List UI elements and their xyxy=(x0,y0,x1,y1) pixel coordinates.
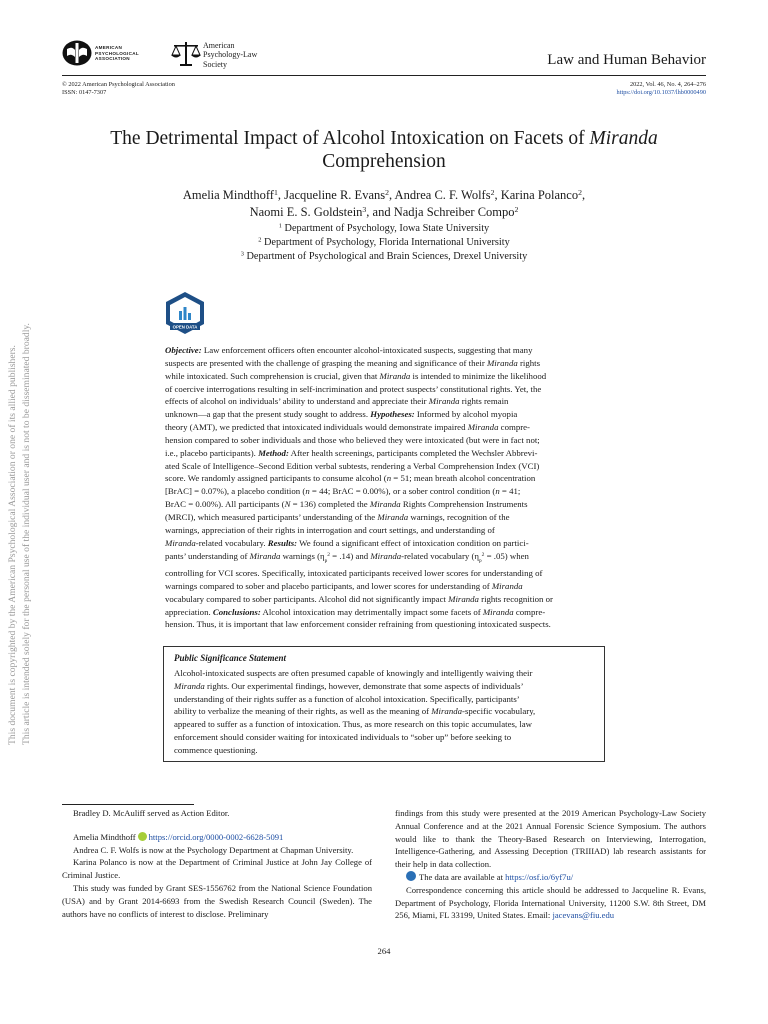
abstract-line: (MRCI), which measured participants’ understanding of the Miranda warnings, recognition of the xyxy=(165,511,510,522)
orcid-author: Amelia Mindthoff xyxy=(73,831,136,842)
abstract-line: while intoxicated. Such comprehension is crucial, given that Miranda is intended to minimize the likelihood xyxy=(165,370,547,381)
affiliation xyxy=(62,222,706,236)
significance-title: Public Significance Statement xyxy=(174,653,286,663)
correspondence-note xyxy=(395,884,706,922)
affiliation-text: Department of Psychological and Brain Sciences, Drexel University xyxy=(246,251,528,262)
affiliation-text: Department of Psychology, Iowa State University xyxy=(284,223,490,234)
watermark-line: This article is intended solely for the personal use of the individual user and is not to be disseminated broadly. xyxy=(21,323,32,745)
orcid-icon xyxy=(138,832,147,841)
title-main: The Detrimental Impact of Alcohol Intoxication on Facets of xyxy=(110,128,590,149)
apa-logo-line: PSYCHOLOGICAL xyxy=(95,50,139,56)
apls-logo-line: Society xyxy=(203,59,227,69)
watermark-line: This document is copyrighted by the American Psychological Association or one of its allied publishers. xyxy=(7,345,18,745)
apls-logo xyxy=(170,40,280,70)
doi-link[interactable]: https://doi.org/10.1037/lhb0000490 xyxy=(616,88,706,96)
issn: ISSN: 0147-7307 xyxy=(62,88,107,96)
author-list xyxy=(62,187,706,221)
volume-info: 2022, Vol. 46, No. 4, 264–276 xyxy=(629,81,706,88)
abstract-heading: Hypotheses: xyxy=(370,409,415,420)
author-sup: 1 xyxy=(273,187,278,197)
author-name: Amelia Mindthoff xyxy=(182,188,274,202)
author-sup: 3 xyxy=(362,204,367,214)
footnotes-left xyxy=(62,807,372,920)
copyright: © 2022 American Psychological Association xyxy=(62,81,175,88)
data-availability-note xyxy=(395,871,706,884)
orcid-note xyxy=(62,831,372,844)
footnotes-right xyxy=(395,807,706,922)
affiliation-list xyxy=(62,222,706,264)
email-link[interactable]: jacevans@fiu.edu xyxy=(552,910,615,921)
title-italic: Miranda xyxy=(589,128,658,149)
abstract-line: hension. Thus, it is important that law enforcement consider refraining from questioning intoxicated suspects. xyxy=(165,619,551,630)
author-line-2 xyxy=(62,204,706,221)
open-data-badge[interactable] xyxy=(164,291,206,335)
author-name: Naomi E. S. Goldstein xyxy=(249,205,363,219)
abstract-line: controlling for VCI scores. Specifically, intoxicated participants received lower scores for understanding of xyxy=(165,568,543,579)
abstract-heading: Results: xyxy=(267,537,298,548)
author-name: Karina Polanco xyxy=(500,188,579,202)
abstract-line: Objective: Law enforcement officers often encounter alcohol-intoxicated suspects, suggesting that many xyxy=(165,345,533,355)
affiliation-sup: 3 xyxy=(240,250,244,258)
abstract-line: suspects are presented with the challenge of grasping the meaning and significance of their Miranda rights xyxy=(165,357,540,368)
affiliation xyxy=(62,236,706,250)
author-sup: 2 xyxy=(385,187,389,197)
abstract-line: score. We randomly assigned participants to consume alcohol (n = 51; mean breath alcohol concentration xyxy=(165,473,536,484)
data-link[interactable]: https://osf.io/6yf7u/ xyxy=(505,871,574,882)
author-sup: 2 xyxy=(578,187,582,197)
journal-name: Law and Human Behavior xyxy=(547,52,706,68)
open-data-badge-icon xyxy=(164,291,206,335)
abstract-line: theory (AMT), we predicted that intoxicated individuals would demonstrate impaired Miranda compre- xyxy=(165,422,530,433)
author-name: Nadja Schreiber Compo xyxy=(393,205,515,219)
abstract-heading: Conclusions: xyxy=(212,606,261,617)
abstract-line: Miranda-related vocabulary. Results: We found a significant effect of intoxication condition on partici- xyxy=(165,537,529,548)
significance-line: Alcohol-intoxicated suspects are often presumed capable of knowingly and intelligently waiving their xyxy=(174,668,533,678)
author-sep: , xyxy=(581,188,586,202)
significance-line: understanding of their rights suffer as a function of alcohol intoxication. Specifically, participants’ xyxy=(174,693,520,704)
apls-logo-line: Psychology-Law xyxy=(203,50,258,60)
polanco-note: Karina Polanco is now at the Department of Criminal Justice at John Jay College of Criminal Justice. xyxy=(62,857,372,881)
affiliation xyxy=(62,250,706,264)
editor-note: Bradley D. McAuliff served as Action Editor. xyxy=(73,808,230,818)
correspondence-text: Correspondence concerning this article should be addressed to Jacqueline R. Evans, Department of Psychology, Florida International University, 11200 S.W. 8th Street, DM 256, Miami, FL 33199, United States. Email: xyxy=(395,884,706,921)
findings-note: findings from this study were presented at the 2019 American Psychology-Law Society Annual Conference and at the 2021 Annual Forensic Science Symposium. The authors would like to thank the Theory-Based Research on Interviewing, Interrogation, Intelligence-Gathering, and Assessing Deception (TRIIIAD) lab research assistants for their help in data collection. xyxy=(395,808,706,870)
significance-text xyxy=(174,667,594,757)
wolfs-note: Andrea C. F. Wolfs is now at the Psychology Department at Chapman University. xyxy=(73,844,354,855)
affiliation-sup: 2 xyxy=(258,236,262,244)
apa-logo-line: AMERICAN xyxy=(95,45,123,50)
abstract-heading: Method: xyxy=(258,447,289,458)
abstract-line: BrAC = 0.00%). All participants (N = 136) completed the Miranda Rights Comprehension Instruments xyxy=(165,499,528,510)
title-line2: Comprehension xyxy=(322,151,446,172)
author-sep: , xyxy=(388,188,395,202)
open-data-icon xyxy=(406,871,416,881)
footnote-rule xyxy=(62,804,194,805)
abstract xyxy=(165,344,603,631)
data-prefix: The data are available at xyxy=(419,871,506,882)
article-title xyxy=(62,127,706,173)
scales-icon xyxy=(170,40,202,68)
apls-logo-line: American xyxy=(203,41,235,50)
orcid-link[interactable]: https://orcid.org/0000-0002-6628-5091 xyxy=(148,831,284,842)
publication-meta-left xyxy=(62,81,175,96)
significance-line: enforcement should consider waiting for intoxicated individuals to “sober up” before seeking to xyxy=(174,731,512,742)
abstract-line: pants’ understanding of Miranda warnings $(\eta_p^2 = .14)$ and Miranda-related vocabulary $(\eta_p^2 = .05)$ when xyxy=(165,550,529,564)
publication-meta-right xyxy=(617,81,706,96)
author-sep: , xyxy=(494,188,501,202)
significance-line: Miranda rights. Our experimental findings, however, demonstrate that some aspects of individuals’ xyxy=(174,680,524,691)
author-sup: 2 xyxy=(514,204,519,214)
public-significance-box xyxy=(163,646,605,762)
author-name: Jacqueline R. Evans xyxy=(284,188,386,202)
abstract-line: appreciation. Conclusions: Alcohol intoxication may detrimentally impact some facets of Miranda compre- xyxy=(165,606,546,617)
apa-logo xyxy=(62,40,157,66)
author-sup: 2 xyxy=(490,187,495,197)
abstract-line: ated Scale of Intelligence–Second Edition verbal subtests, rendering a Verbal Comprehension Index (VCI) xyxy=(165,460,540,471)
abstract-heading: Objective: xyxy=(165,345,202,355)
abstract-line: warnings compared to sober and placebo participants, and lower scores for understanding of Miranda xyxy=(165,580,523,591)
author-sep: , and xyxy=(366,205,394,219)
abstract-line: i.e., placebo participants). Method: After health screenings, participants completed the Wechsler Abbrevi- xyxy=(165,447,538,458)
affiliation-sup: 1 xyxy=(278,222,282,230)
significance-line: appeared to suffer as a function of intoxication. Thus, as more research on this topic accumulates, law xyxy=(174,719,533,730)
page-number: 264 xyxy=(377,946,391,956)
author-name: Andrea C. F. Wolfs xyxy=(394,188,491,202)
copyright-watermark xyxy=(6,265,34,745)
apa-logo-line: ASSOCIATION xyxy=(95,56,130,62)
author-sep: , xyxy=(277,188,285,202)
abstract-line: hension compared to sober individuals and those who believed they were intoxicated (but were in fact not; xyxy=(165,434,540,445)
badge-label: OPEN DATA xyxy=(172,324,198,330)
apa-logo-icon xyxy=(62,40,92,66)
author-line-1 xyxy=(62,187,706,204)
header-rule xyxy=(62,75,706,76)
abstract-line: [BrAC] = 0.07%), a placebo condition (n = 44; BrAC = 0.00%), or a sober control condition (n = 41; xyxy=(165,486,521,497)
funding-note: This study was funded by Grant SES-1556762 from the National Science Foundation (USA) and by Grant 2014-6693 from the Swedish Research Council (Sweden). The authors have no conflicts of interest to disclose. Preliminary xyxy=(62,882,372,919)
abstract-line: unknown—a gap that the present study sought to address. Hypotheses: Informed by alcohol myopia xyxy=(165,409,518,420)
abstract-line: of coercive interrogations resulting in self-incrimination and protect suspects’ constitutional rights. Yet, the xyxy=(165,383,542,394)
significance-line: commence questioning. xyxy=(174,744,258,755)
abstract-line: effects of alcohol on individuals’ ability to understand and appreciate their Miranda rights remain xyxy=(165,396,509,407)
significance-line: ability to verbalize the meaning of their rights, as well as the meaning of Miranda-specific vocabulary, xyxy=(174,706,536,717)
affiliation-text: Department of Psychology, Florida International University xyxy=(263,237,510,248)
abstract-line: vocabulary compared to sober participants. Alcohol did not significantly impact Miranda rights recognition or xyxy=(165,593,553,604)
abstract-line: warnings, appreciation of their rights in interrogation and court settings, and understanding of xyxy=(165,524,495,535)
